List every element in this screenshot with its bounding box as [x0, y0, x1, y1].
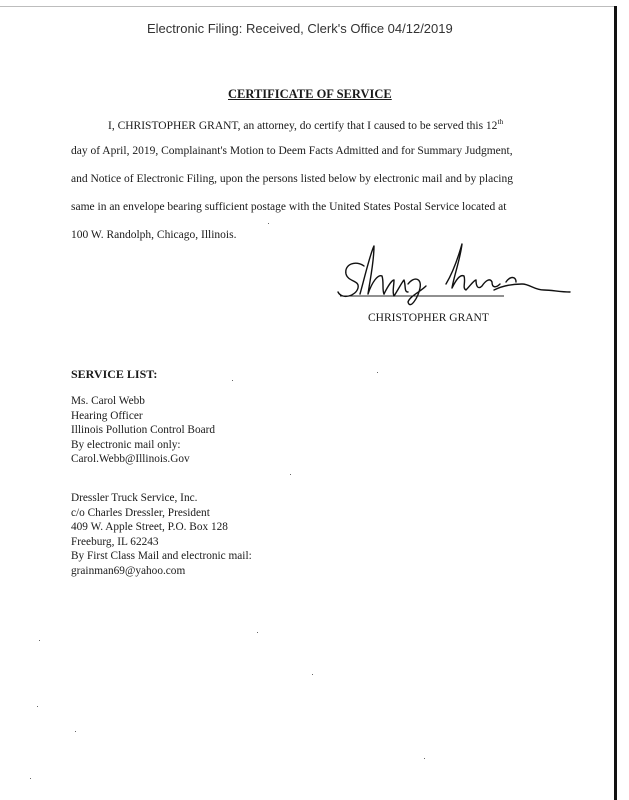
- filing-stamp: Electronic Filing: Received, Clerk's Office 04/12/2019: [147, 21, 453, 36]
- scan-speck: [290, 474, 291, 475]
- recipient-2-line: By First Class Mail and electronic mail:: [71, 550, 252, 562]
- scan-speck: [30, 778, 31, 779]
- scan-speck: [257, 632, 258, 633]
- document-title: CERTIFICATE OF SERVICE: [228, 87, 392, 101]
- page-right-edge: [614, 6, 617, 800]
- ordinal-suffix: th: [497, 117, 504, 126]
- scan-speck: [377, 372, 378, 373]
- recipient-1-line: Illinois Pollution Control Board: [71, 424, 216, 436]
- service-list-heading: SERVICE LIST:: [71, 367, 158, 381]
- recipient-1-line: Ms. Carol Webb: [71, 395, 145, 407]
- certificate-line-4: same in an envelope bearing sufficient postage with the United States Postal Service located at: [71, 201, 507, 213]
- recipient-2-line: c/o Charles Dressler, President: [71, 506, 210, 519]
- recipient-1-line: Hearing Officer: [71, 409, 143, 422]
- signatory-name: CHRISTOPHER GRANT: [368, 312, 489, 324]
- scan-speck: [37, 706, 38, 707]
- recipient-1-line: By electronic mail only:: [71, 438, 181, 451]
- recipient-2-email: grainman69@yahoo.com: [71, 564, 186, 577]
- recipient-block-1: [71, 394, 215, 467]
- handwritten-signature: [330, 240, 580, 310]
- certificate-line-5: 100 W. Randolph, Chicago, Illinois.: [71, 229, 237, 241]
- certificate-line-1: [108, 117, 503, 132]
- certificate-line-3: and Notice of Electronic Filing, upon the persons listed below by electronic mail and by placing: [71, 173, 513, 185]
- certificate-line-2: day of April, 2019, Complainant's Motion to Deem Facts Admitted and for Summary Judgment,: [71, 145, 513, 157]
- certificate-line-1-text: I, CHRISTOPHER GRANT, an attorney, do certify that I caused to be served this 12: [108, 120, 498, 132]
- recipient-2-line: 409 W. Apple Street, P.O. Box 128: [71, 521, 228, 533]
- scan-speck: [268, 223, 269, 224]
- recipient-block-2: [71, 491, 252, 578]
- recipient-2-line: Freeburg, IL 62243: [71, 535, 159, 548]
- scan-speck: [312, 674, 313, 675]
- recipient-1-email: Carol.Webb@Illinois.Gov: [71, 453, 190, 465]
- recipient-2-line: Dressler Truck Service, Inc.: [71, 492, 198, 504]
- page-top-edge: [0, 6, 617, 7]
- scan-speck: [232, 380, 233, 381]
- scan-speck: [39, 640, 40, 641]
- scan-speck: [424, 758, 425, 759]
- scan-speck: [75, 731, 76, 732]
